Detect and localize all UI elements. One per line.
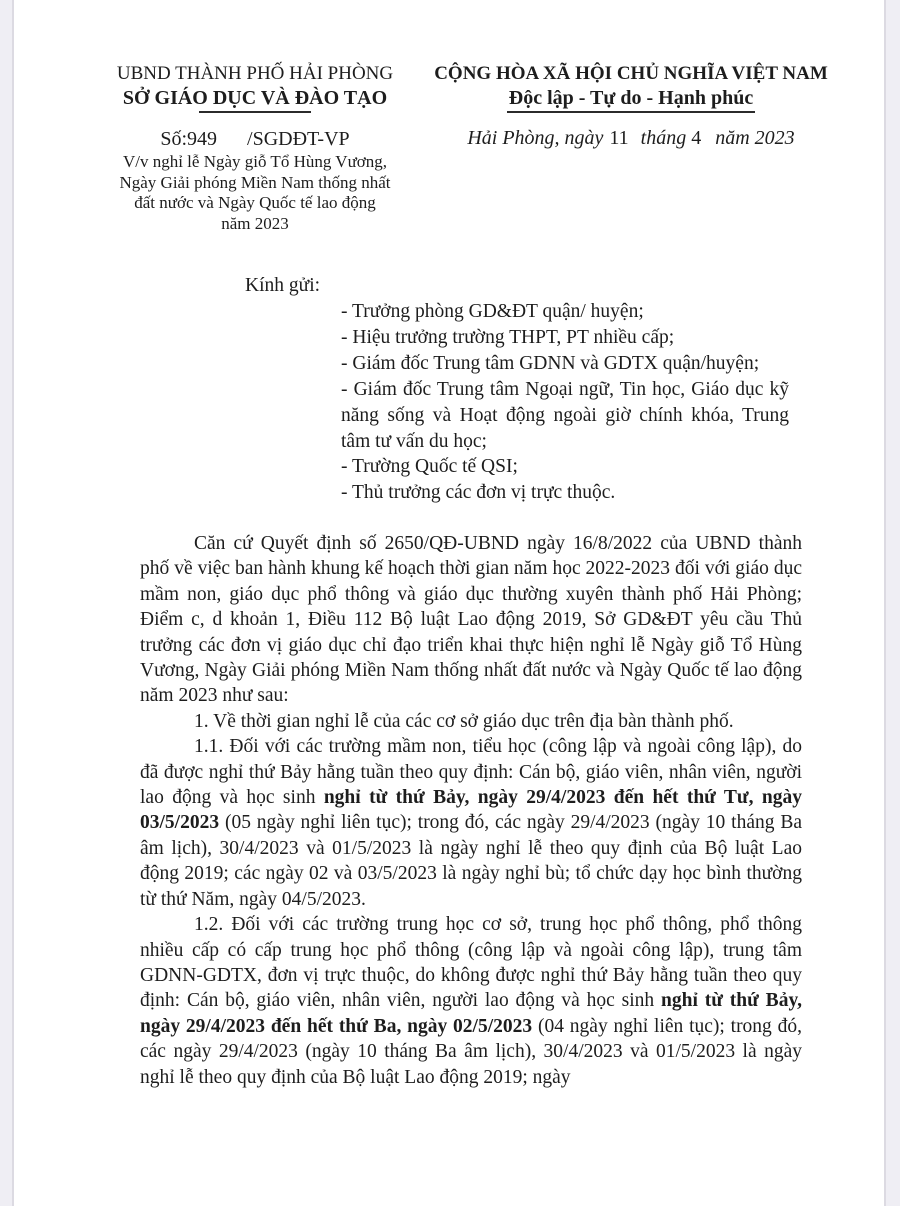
recipient-item: - Giám đốc Trung tâm Ngoại ngữ, Tin học, Giáo dục kỹ năng sống và Hoạt động ngoài giờ chính khóa, Trung tâm tư vấn du học; [341,378,789,452]
body-text-bold-run: nghỉ từ thứ Bảy, ngày 29/4/2023 đến hết thứ Tư, ngày 03/5/2023 [140,787,802,834]
date-month-label: tháng [640,127,687,149]
body-text-run: Căn cứ Quyết định số 2650/QĐ-UBND ngày 16/8/2022 của UBND thành phố về việc ban hành khung kế hoạch thời gian năm học 2022-2023 đối với giáo dục mầm non, giáo dục phổ thông và giáo dục thường xuyên thành phố Hải Phòng; Điểm c, d khoản 1, Điều 112 Bộ luật Lao động 2019, Sở GD&ĐT yêu cầu Thủ trưởng các đơn vị giáo dục chỉ đạo triển khai thực hiện nghỉ lễ Ngày giỗ Tổ Hùng Vương, Ngày Giải phóng Miền Nam thống nhất đất nước và Ngày Quốc tế lao động năm 2023 như sau: [140,533,802,707]
date-day: 11 [609,127,629,149]
body-paragraph [140,531,802,709]
issuer-block [100,62,410,234]
recipient-item: - Giám đốc Trung tâm GDNN và GDTX quận/huyện; [341,352,760,374]
body-text-bold-run: nghỉ từ thứ Bảy, ngày 29/4/2023 đến hết thứ Ba, ngày 02/5/2023 [140,990,802,1037]
date-month: 4 [691,127,702,149]
date-year: năm 2023 [715,127,795,149]
body-text-run: 1.2. Đối với các trường trung học cơ sở, trung học phổ thông, phổ thông nhiều cấp có cấp trung học phổ thông (công lập và ngoài công lập), trung tâm GDNN-GDTX, đơn vị trực thuộc, do không được nghỉ thứ Bảy hằng tuần theo quy định: Cán bộ, giáo viên, nhân viên, người lao động và học sinh [140,914,802,1012]
place-date-line [432,126,830,150]
subject-line: đất nước và Ngày Quốc tế lao động [134,193,376,212]
subject-line: V/v nghỉ lễ Ngày giỗ Tổ Hùng Vương, [122,152,388,171]
body-paragraph [140,734,802,912]
document-number-line [100,127,410,151]
subject-line: năm 2023 [221,213,289,233]
body-text-run: 1. Về thời gian nghỉ lễ của các cơ sở giáo dục trên địa bàn thành phố. [194,710,734,732]
issuer-underline [199,111,311,113]
issuer-parent-name: UBND THÀNH PHỐ HẢI PHÒNG [116,63,394,84]
national-header-block [432,62,830,150]
body-paragraph [140,709,802,734]
document-number: Số:949 [160,128,218,150]
recipients-label: Kính gửi: [245,275,321,296]
page-edge-left [0,0,14,1206]
recipient-item: - Trường Quốc tế QSI; [341,456,518,478]
document-body [140,531,802,1090]
place-date-prefix: Hải Phòng, ngày [467,127,604,149]
body-text-run: 1.1. Đối với các trường mầm non, tiểu học (công lập và ngoài công lập), do đã được nghỉ thứ Bảy hằng tuần theo quy định: Cán bộ, giáo viên, nhân viên, người lao động và học sinh [140,736,802,809]
subject-line: Ngày Giải phóng Miền Nam thống nhất [119,172,391,192]
document-subject [100,152,410,234]
body-text-run: (04 ngày nghỉ liên tục); trong đó, các ngày 29/4/2023 (ngày 10 tháng Ba âm lịch), 30/4/2023 và 01/5/2023 là ngày nghỉ lễ theo quy định của Bộ luật Lao động 2019; ngày [140,1015,803,1088]
recipient-item: - Hiệu trưởng trường THPT, PT nhiều cấp; [341,326,675,348]
national-name: CỘNG HÒA XÃ HỘI CHỦ NGHĨA VIỆT NAM [434,63,828,84]
document-symbol: /SGDĐT-VP [247,128,350,150]
page-edge-right [884,0,900,1206]
body-text-run: (05 ngày nghỉ liên tục); trong đó, các ngày 29/4/2023 (ngày 10 tháng Ba âm lịch), 30/4/2023 và 01/5/2023 là ngày nghỉ lễ theo quy định của Bộ luật Lao động 2019; các ngày 02 và 03/5/2023 là ngày nghỉ bù; tổ chức dạy học bình thường từ thứ Năm, ngày 04/5/2023. [140,812,802,910]
issuer-name: SỞ GIÁO DỤC VÀ ĐÀO TẠO [122,87,388,109]
recipient-item: - Thủ trưởng các đơn vị trực thuộc. [341,482,616,504]
body-paragraph [140,912,802,1090]
motto-underline [507,111,755,113]
national-motto: Độc lập - Tự do - Hạnh phúc [508,87,754,109]
recipient-item: - Trưởng phòng GD&ĐT quận/ huyện; [341,301,644,322]
recipients-list [341,299,789,506]
